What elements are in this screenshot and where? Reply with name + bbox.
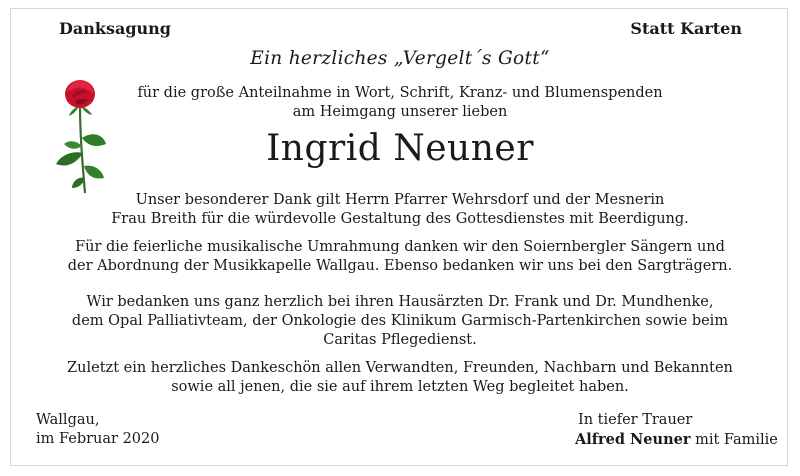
paragraph-line: Zuletzt ein herzliches Dankeschön allen Verwandten, Freunden, Nachbarn und Bekannten: [67, 360, 733, 376]
signer-suffix: mit Familie: [690, 432, 778, 448]
place: Wallgau,: [36, 412, 100, 428]
date: im Februar 2020: [36, 431, 160, 447]
rose-icon: [42, 78, 116, 196]
paragraph-line: der Abordnung der Musikkapelle Wallgau. Ebenso bedanken wir uns bei den Sargträgern.: [67, 258, 733, 274]
thanks-paragraph-3: [0, 293, 800, 350]
obituary-notice: [10, 8, 788, 466]
intro-line: am Heimgang unserer lieben: [292, 104, 508, 120]
thanks-paragraph-2: [0, 238, 800, 276]
paragraph-line: Caritas Pflegedienst.: [323, 332, 477, 348]
paragraph-line: Wir bedanken uns ganz herzlich bei ihren Hausärzten Dr. Frank und Dr. Mundhenke,: [86, 294, 714, 310]
signature: [575, 411, 778, 450]
intro-text: [0, 84, 800, 122]
paragraph-line: sowie all jenen, die sie auf ihrem letzten Weg begleitet haben.: [171, 379, 629, 395]
thanks-paragraph-4: [0, 359, 800, 397]
paragraph-line: Für die feierliche musikalische Umrahmung danken wir den Soiernbergler Sängern und: [75, 239, 725, 255]
paragraph-line: dem Opal Palliativteam, der Onkologie des Klinikum Garmisch-Partenkirchen sowie beim: [71, 313, 729, 329]
paragraph-line: Unser besonderer Dank gilt Herrn Pfarrer Wehrsdorf und der Mesnerin: [135, 192, 665, 208]
paragraph-line: Frau Breith für die würdevolle Gestaltung des Gottesdienstes mit Beerdigung.: [111, 211, 689, 227]
thanks-paragraph-1: [0, 191, 800, 229]
intro-line: für die große Anteilnahme in Wort, Schrift, Kranz- und Blumenspenden: [137, 85, 663, 101]
signer-name: Alfred Neuner: [575, 431, 691, 448]
deceased-name: Ingrid Neuner: [266, 128, 534, 169]
place-date: [36, 411, 159, 449]
mourning-text: In tiefer Trauer: [578, 412, 693, 428]
signer-line: [575, 430, 778, 450]
intro-title: Ein herzliches „Vergelt´s Gott“: [250, 48, 550, 69]
header-danksagung: Danksagung: [59, 19, 171, 38]
header-statt-karten: Statt Karten: [630, 19, 742, 38]
